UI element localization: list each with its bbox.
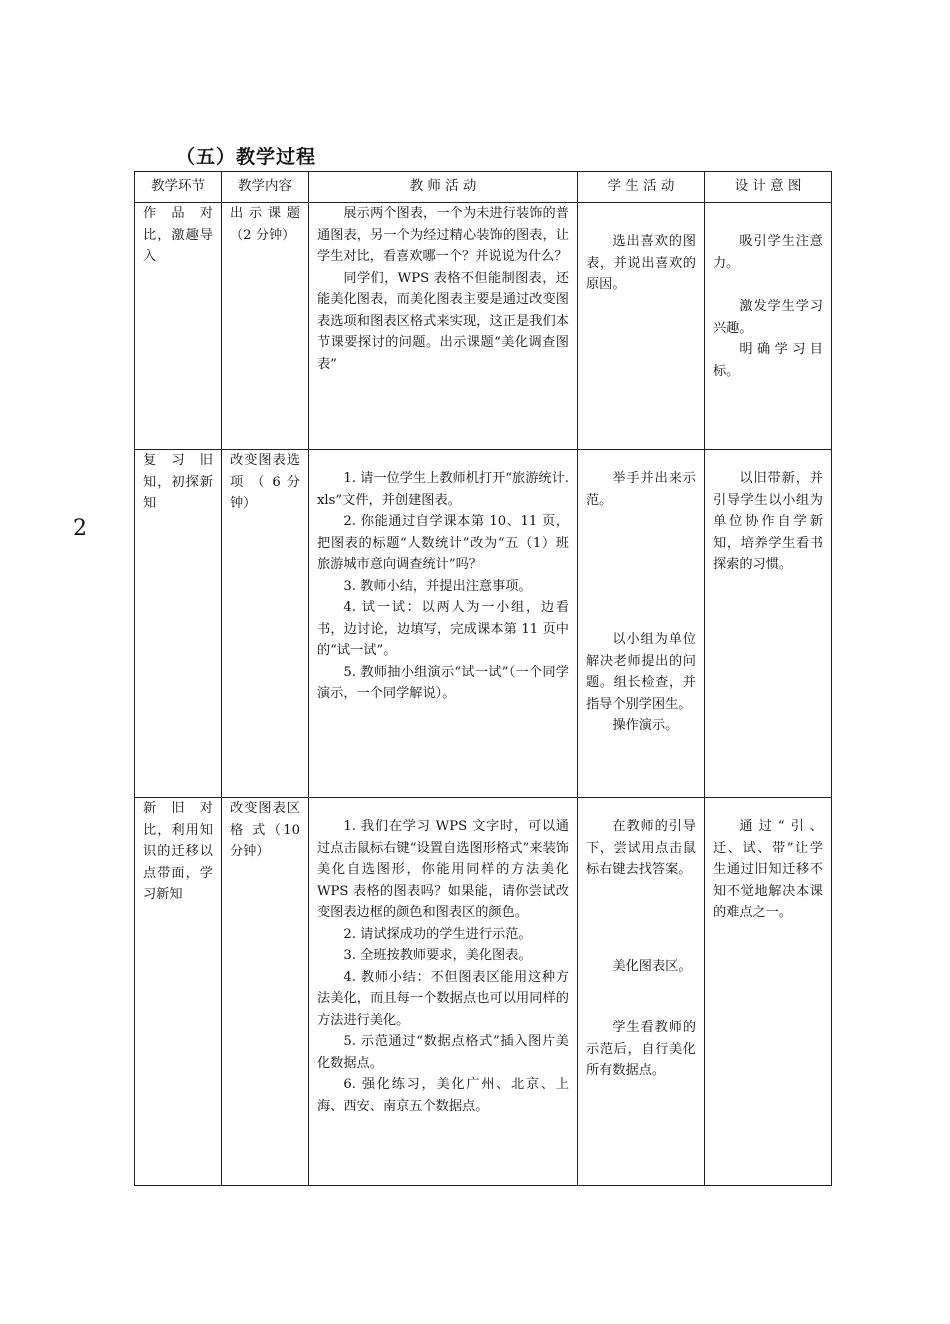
header-stage: 教学环节	[135, 172, 222, 203]
teacher-paragraph: 3. 全班按教师要求，美化图表。	[343, 948, 532, 963]
cell-teacher-activity	[309, 203, 578, 450]
section-title: （五）教学过程	[176, 146, 317, 168]
teacher-paragraph: 4. 试一试：以两人为一小组，边看书，边讨论，边填写，完成课本第 11 页中的“试一试”。	[317, 600, 569, 658]
cell-content: 改变图表区 格 式（10 分钟）	[222, 798, 309, 1186]
student-paragraph: 举手并出来示范。	[586, 471, 696, 508]
intent-paragraph: 激发学生学习兴趣。	[713, 299, 823, 336]
teacher-paragraph: 1. 请一位学生上教师机打开“旅游统计. xls”文件，并创建图表。	[317, 471, 569, 508]
student-paragraph: 美化图表区。	[612, 958, 692, 974]
cell-teacher-activity	[309, 450, 578, 798]
cell-content: 改变图表选 项 （ 6 分钟）	[222, 450, 309, 798]
intent-paragraph: 吸引学生注意力。	[713, 234, 823, 271]
student-paragraph: 操作演示。	[612, 718, 679, 733]
teacher-paragraph: 展示两个图表，一个为未进行装饰的普通图表，另一个为经过精心装饰的图表，让学生对比，看喜欢哪一个？并说说为什么？	[317, 206, 569, 264]
student-paragraph: 在教师的引导下，尝试用点击鼠标右键去找答案。	[586, 819, 696, 877]
student-paragraph: 以小组为单位解决老师提出的问题。组长检查，并指导个别学困生。	[586, 632, 696, 712]
teacher-paragraph: 5. 教师抽小组演示“试一试”（一个同学演示，一个同学解说）。	[317, 664, 569, 701]
cell-student-activity	[578, 450, 705, 798]
cell-teacher-activity	[309, 798, 578, 1186]
teacher-paragraph: 2. 你能通过自学课本第 10、11 页，把图表的标题“人数统计”改为“五（1）班旅游城市意向调查统计”吗？	[317, 514, 569, 572]
header-content: 教学内容	[222, 172, 309, 203]
cell-design-intent	[705, 203, 832, 450]
header-teacher-activity: 教 师 活 动	[309, 172, 578, 203]
teacher-paragraph: 6. 强化练习，美化广州、北京、上海、西安、南京五个数据点。	[317, 1077, 569, 1114]
teacher-paragraph: 3. 教师小结，并提出注意事项。	[343, 578, 532, 594]
table-row	[135, 203, 832, 450]
page-number: 2	[73, 516, 87, 541]
table-row	[135, 798, 832, 1186]
cell-student-activity	[578, 203, 705, 450]
cell-content: 出示课题（2 分钟）	[222, 203, 309, 450]
teacher-paragraph: 4. 教师小结：不但图表区能用这种方法美化，而且每一个数据点也可以用同样的方法进行美化。	[317, 969, 569, 1028]
intent-paragraph: 以旧带新，并引导学生以小组为单位协作自学新知，培养学生看书探索的习惯。	[713, 471, 823, 572]
student-paragraph: 学生看教师的示范后，自行美化所有数据点。	[586, 1020, 696, 1078]
teacher-paragraph: 5. 示范通过“数据点格式”插入图片美化数据点。	[317, 1034, 569, 1071]
teacher-paragraph: 2. 请试探成功的学生进行示范。	[343, 926, 532, 942]
table-row	[135, 450, 832, 798]
cell-stage: 新 旧 对比，利用知识的迁移以点带面，学习新知	[135, 798, 222, 1186]
cell-design-intent	[705, 450, 832, 798]
intent-paragraph: 明确学习目标。	[713, 342, 823, 379]
cell-stage: 复 习 旧知，初探新知	[135, 450, 222, 798]
cell-design-intent	[705, 798, 832, 1186]
header-design-intent: 设 计 意 图	[705, 172, 832, 203]
teacher-paragraph: 1. 我们在学习 WPS 文字时，可以通过点击鼠标右键“设置自选图形格式”来装饰美化自选图形，你能用同样的方法美化 WPS 表格的图表吗？如果能，请你尝试改变图表边框的颜色和图表区的颜色。	[317, 819, 569, 920]
cell-stage: 作 品 对比，激趣导入	[135, 203, 222, 450]
table-header-row	[135, 172, 832, 203]
cell-student-activity	[578, 798, 705, 1186]
teaching-process-table	[134, 171, 832, 1186]
header-student-activity: 学 生 活 动	[578, 172, 705, 203]
intent-paragraph: 通过“引、迁、试、带”让学生通过旧知迁移不知不觉地解决本课的难点之一。	[713, 819, 823, 920]
teacher-paragraph: 同学们，WPS 表格不但能制图表，还能美化图表，而美化图表主要是通过改变图表选项和图表区格式来实现，这正是我们本节课要探讨的问题。出示课题“美化调查图表”	[317, 270, 569, 372]
student-paragraph: 选出喜欢的图表，并说出喜欢的原因。	[586, 234, 696, 292]
